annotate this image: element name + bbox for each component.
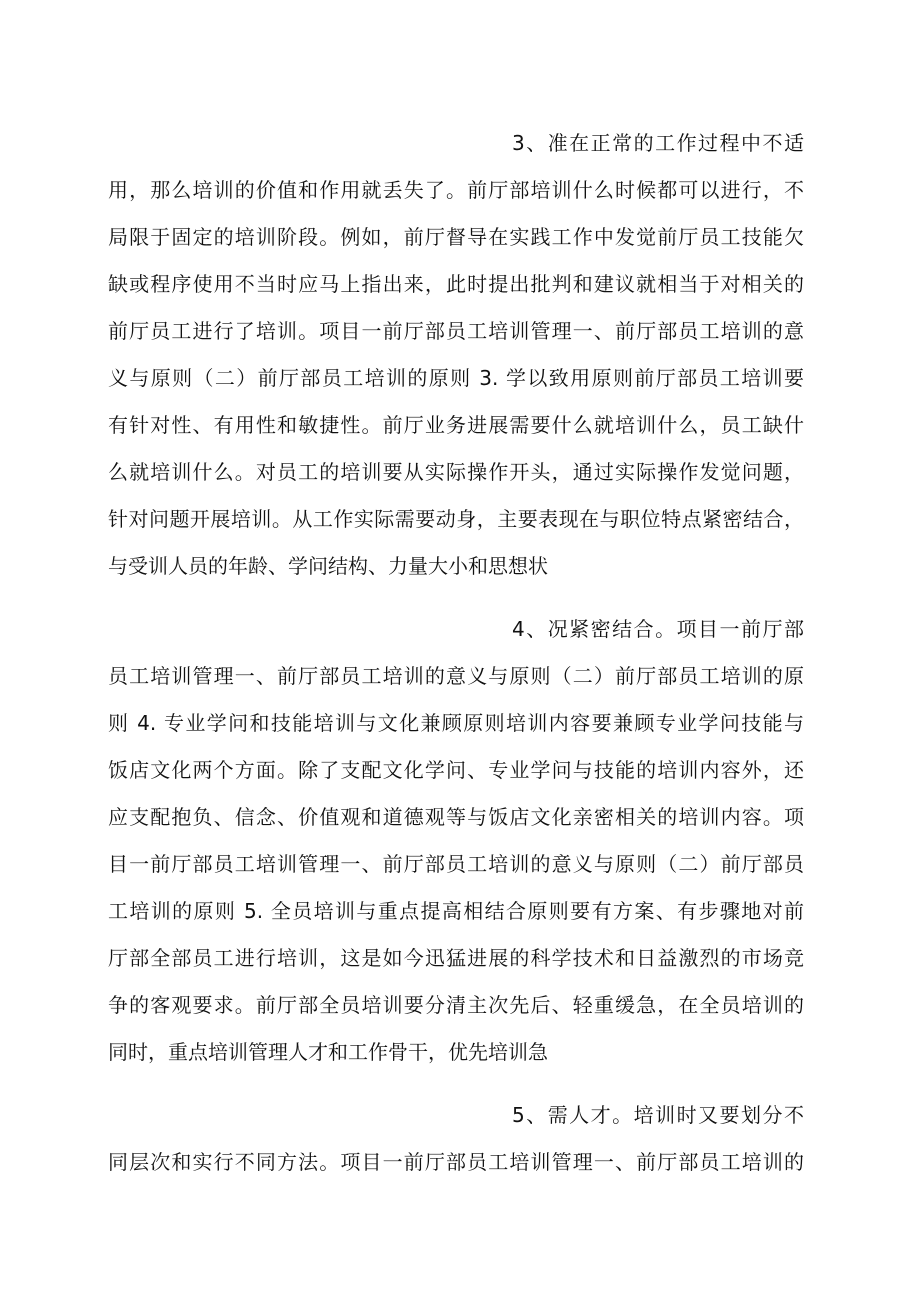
paragraph-1-line-4: 缺或程序使用不当时应马上指出来，此时提出批判和建议就相当于对相关的 (108, 272, 804, 296)
paragraph-2-line-9: 争的客观要求。前厅部全员培训要分清主次先后、轻重缓急，在全员培训的 (108, 993, 804, 1017)
paragraph-2-line-5: 应支配抱负、信念、价值观和道德观等与饭店文化亲密相关的培训内容。项 (108, 805, 804, 829)
paragraph-1-line-7: 有针对性、有用性和敏捷性。前厅业务进展需要什么就培训什么，员工缺什 (108, 413, 804, 437)
paragraph-3-line-2: 同层次和实行不同方法。项目一前厅部员工培训管理一、前厅部员工培训的 (108, 1150, 804, 1174)
paragraph-1-line-1: 3、准在正常的工作过程中不适 (512, 131, 804, 155)
paragraph-1-line-10: 与受训人员的年龄、学问结构、力量大小和思想状 (108, 554, 548, 578)
paragraph-2-line-6: 目一前厅部员工培训管理一、前厅部员工培训的意义与原则（二）前厅部员 (108, 852, 804, 876)
paragraph-2-line-3: 则 4. 专业学问和技能培训与文化兼顾原则培训内容要兼顾专业学问技能与 (108, 711, 804, 735)
paragraph-2-line-8: 厅部全部员工进行培训，这是如今迅猛进展的科学技术和日益激烈的市场竞 (108, 946, 804, 970)
paragraph-1-line-5: 前厅员工进行了培训。项目一前厅部员工培训管理一、前厅部员工培训的意 (108, 319, 804, 343)
paragraph-3-line-1: 5、需人才。培训时又要划分不 (512, 1103, 804, 1127)
paragraph-2-line-1: 4、况紧密结合。项目一前厅部 (512, 617, 804, 641)
paragraph-2-line-4: 饭店文化两个方面。除了支配文化学问、专业学问与技能的培训内容外，还 (108, 758, 804, 782)
paragraph-1-line-8: 么就培训什么。对员工的培训要从实际操作开头，通过实际操作发觉问题， (108, 460, 804, 484)
paragraph-2-line-10: 同时，重点培训管理人才和工作骨干，优先培训急 (108, 1040, 548, 1064)
paragraph-1-line-9: 针对问题开展培训。从工作实际需要动身，主要表现在与职位特点紧密结合， (108, 507, 804, 531)
paragraph-1-line-6: 义与原则（二）前厅部员工培训的原则 3. 学以致用原则前厅部员工培训要 (108, 366, 804, 390)
paragraph-2-line-7: 工培训的原则 5. 全员培训与重点提高相结合原则要有方案、有步骤地对前 (108, 899, 804, 923)
paragraph-2-line-2: 员工培训管理一、前厅部员工培训的意义与原则（二）前厅部员工培训的原 (108, 664, 804, 688)
paragraph-1-line-2: 用，那么培训的价值和作用就丢失了。前厅部培训什么时候都可以进行，不 (108, 178, 804, 202)
paragraph-1-line-3: 局限于固定的培训阶段。例如，前厅督导在实践工作中发觉前厅员工技能欠 (108, 225, 804, 249)
